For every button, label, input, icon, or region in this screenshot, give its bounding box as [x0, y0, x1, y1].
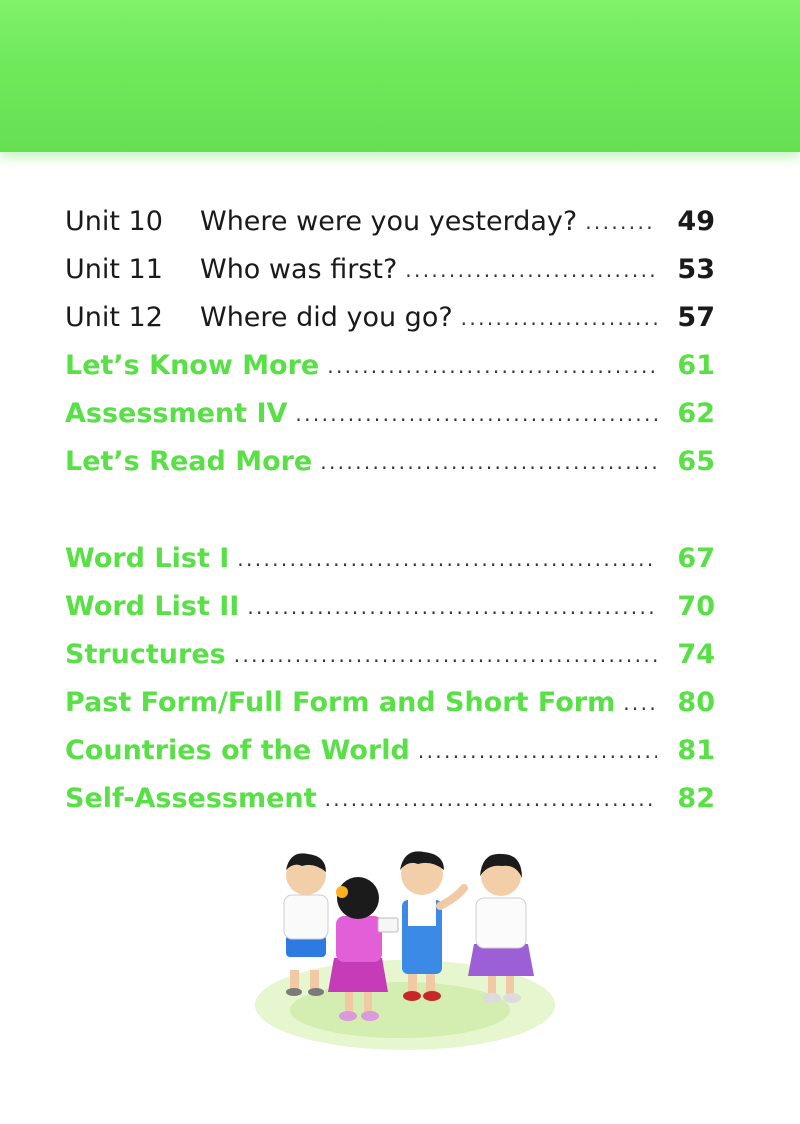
- toc-entry-unit-12[interactable]: [65, 294, 715, 342]
- unit-title: Where did you go?: [200, 302, 453, 333]
- section-title: Let’s Know More: [65, 350, 320, 381]
- unit-number: Unit 12: [65, 302, 163, 333]
- page-number: 53: [677, 254, 715, 285]
- appendix-title: Word List II: [65, 591, 240, 622]
- toc-entry-lets-know-more[interactable]: [65, 342, 715, 390]
- appendix-title: Self-Assessment: [65, 783, 317, 814]
- page-number: 70: [677, 591, 715, 622]
- page-number: 81: [677, 735, 715, 766]
- page-number: 62: [677, 398, 715, 429]
- leader-dots: [585, 198, 657, 246]
- leader-dots: [623, 679, 657, 727]
- page-number: 65: [677, 446, 715, 477]
- leader-dots: [234, 631, 657, 679]
- toc-entry-self-assessment[interactable]: [65, 775, 715, 823]
- leader-dots: [418, 727, 657, 775]
- appendix-title: Past Form/Full Form and Short Form: [65, 687, 616, 718]
- leader-dots: [320, 438, 657, 486]
- unit-number: Unit 11: [65, 254, 163, 285]
- leader-dots: [405, 246, 657, 294]
- unit-title: Where were you yesterday?: [200, 206, 578, 237]
- page-number: 74: [677, 639, 715, 670]
- unit-title: Who was first?: [200, 254, 398, 285]
- header-band: [0, 0, 800, 152]
- toc-entry-unit-10[interactable]: [65, 198, 715, 246]
- page-number: 67: [677, 543, 715, 574]
- children-illustration: [250, 840, 560, 1060]
- page-number: 80: [677, 687, 715, 718]
- appendix-title: Word List I: [65, 543, 230, 574]
- leader-dots: [247, 583, 657, 631]
- section-title: Let’s Read More: [65, 446, 313, 477]
- toc-entry-countries-of-the-world[interactable]: [65, 727, 715, 775]
- leader-dots: [325, 775, 657, 823]
- toc-entry-past-form[interactable]: [65, 679, 715, 727]
- page-number: 49: [677, 206, 715, 237]
- toc-entry-word-list-i[interactable]: [65, 535, 715, 583]
- toc-entry-unit-11[interactable]: [65, 246, 715, 294]
- page-number: 61: [677, 350, 715, 381]
- appendix-title: Countries of the World: [65, 735, 410, 766]
- page-number: 57: [677, 302, 715, 333]
- toc-entry-assessment-iv[interactable]: [65, 390, 715, 438]
- leader-dots: [295, 390, 657, 438]
- toc-entry-lets-read-more[interactable]: [65, 438, 715, 486]
- page-number: 82: [677, 783, 715, 814]
- section-title: Assessment IV: [65, 398, 288, 429]
- toc-entry-word-list-ii[interactable]: [65, 583, 715, 631]
- leader-dots: [461, 294, 657, 342]
- unit-number: Unit 10: [65, 206, 163, 237]
- leader-dots: [237, 535, 657, 583]
- leader-dots: [327, 342, 657, 390]
- appendix-title: Structures: [65, 639, 226, 670]
- toc-entry-structures[interactable]: [65, 631, 715, 679]
